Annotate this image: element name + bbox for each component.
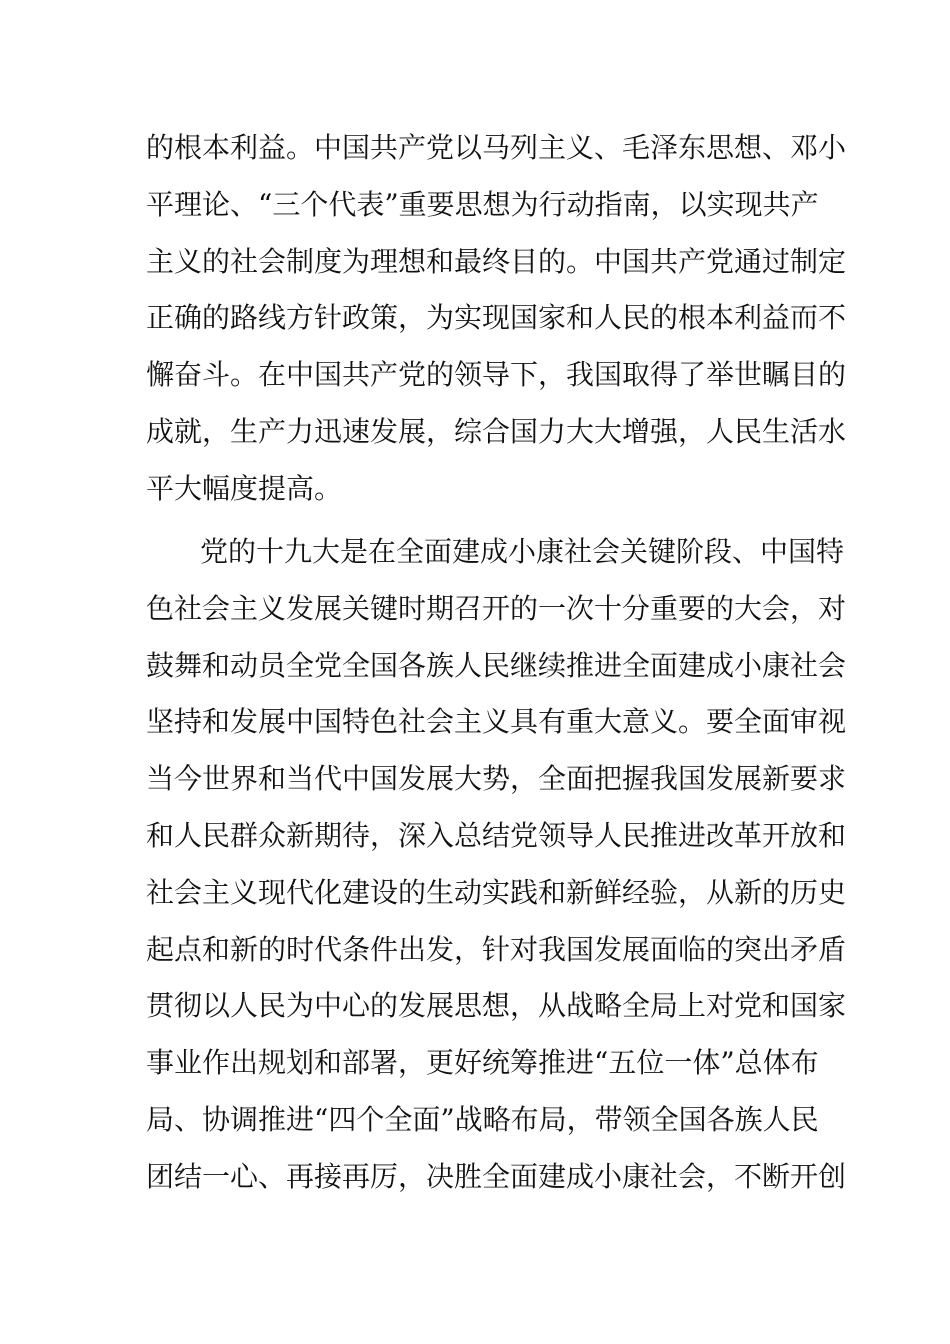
paragraph-line: 鼓舞和动员全党全国各族人民继续推进全面建成小康社会 <box>146 648 847 682</box>
paragraph-2 <box>146 524 847 1206</box>
paragraph-line: 懈奋斗。在中国共产党的领导下，我国取得了举世瞩目的 <box>146 358 847 392</box>
paragraph-line: 坚持和发展中国特色社会主义具有重大意义。要全面审视 <box>146 705 847 739</box>
paragraph-line: 贯彻以人民为中心的发展思想，从战略全局上对党和国家 <box>146 989 847 1023</box>
paragraph-line: 当今世界和当代中国发展大势，全面把握我国发展新要求 <box>146 762 847 796</box>
paragraph-line: 和人民群众新期待，深入总结党领导人民推进改革开放和 <box>146 818 847 852</box>
paragraph-line: 党的十九大是在全面建成小康社会关键阶段、中国特 <box>200 535 845 568</box>
paragraph-line: 成就，生产力迅速发展，综合国力大大增强，人民生活水 <box>146 414 847 448</box>
paragraph-line: 正确的路线方针政策，为实现国家和人民的根本利益而不 <box>146 301 847 335</box>
paragraph-line: 起点和新的时代条件出发，针对我国发展面临的突出矛盾 <box>146 932 847 966</box>
paragraph-line: 事业作出规划和部署，更好统筹推进“五位一体”总体布 <box>146 1046 819 1080</box>
paragraph-line: 主义的社会制度为理想和最终目的。中国共产党通过制定 <box>146 244 847 278</box>
paragraph-1 <box>146 120 847 518</box>
paragraph-line: 的根本利益。中国共产党以马列主义、毛泽东思想、邓小 <box>146 131 847 164</box>
paragraph-line: 团结一心、再接再厉，决胜全面建成小康社会，不断开创 <box>146 1159 847 1193</box>
paragraph-line: 社会主义现代化建设的生动实践和新鲜经验，从新的历史 <box>146 875 847 909</box>
paragraph-line: 局、协调推进“四个全面”战略布局，带领全国各族人民 <box>146 1102 819 1136</box>
paragraph-line: 平大幅度提高。 <box>146 471 343 505</box>
paragraph-line: 色社会主义发展关键时期召开的一次十分重要的大会，对 <box>146 591 847 625</box>
paragraph-line: 平理论、“三个代表”重要思想为行动指南，以实现共产 <box>146 187 819 221</box>
